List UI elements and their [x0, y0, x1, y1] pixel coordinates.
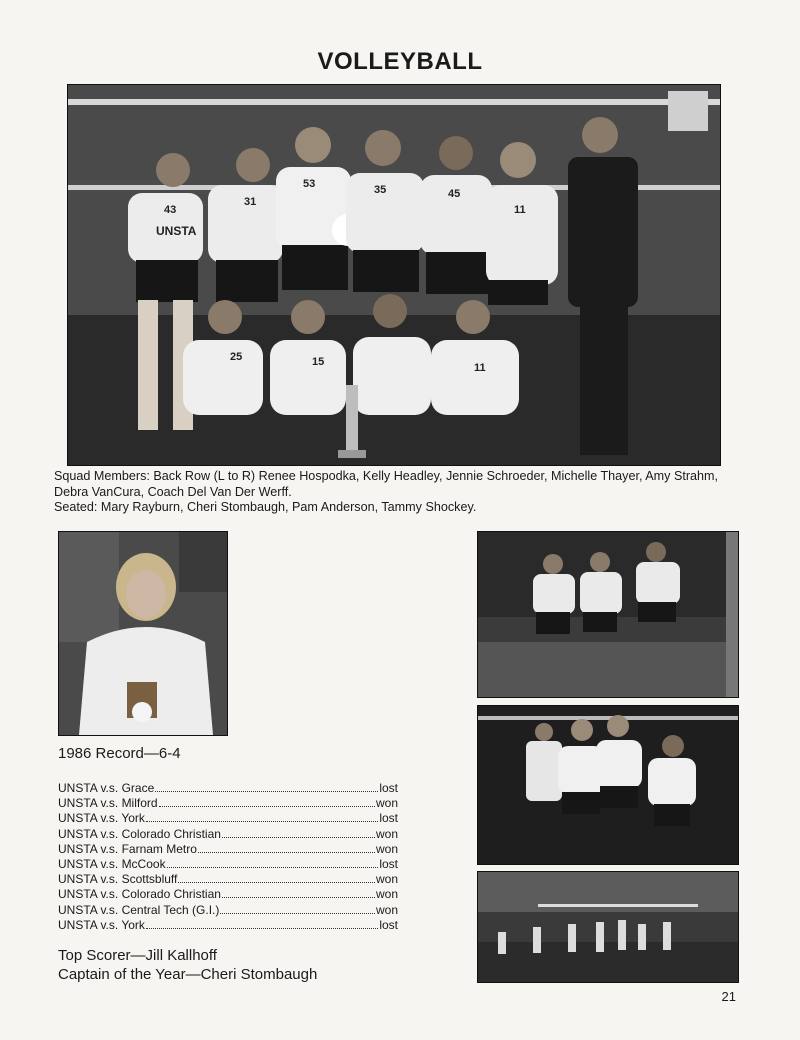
jersey-number: 53	[303, 178, 316, 190]
jersey-number: 15	[312, 356, 325, 368]
leader-dots	[222, 888, 375, 898]
leader-dots	[146, 812, 378, 822]
list-item	[58, 872, 398, 887]
leader-dots	[146, 919, 378, 929]
game-opponent: UNSTA v.s. Scottsbluff	[58, 872, 178, 887]
results-list	[58, 781, 398, 933]
caption-seated: Seated: Mary Rayburn, Cheri Stombaugh, Pam Anderson, Tammy Shockey.	[54, 500, 477, 514]
game-result: won	[375, 841, 398, 856]
list-item	[58, 918, 398, 933]
game-opponent: UNSTA v.s. York	[58, 917, 145, 932]
game-opponent: UNSTA v.s. McCook	[58, 857, 166, 872]
captain-of-year: Captain of the Year—Cheri Stombaugh	[58, 966, 318, 983]
record-title: 1986 Record—6-4	[58, 745, 181, 762]
caption-squad-members: Squad Members: Back Row (L to R) Renee Hospodka, Kelly Headley, Jennie Schroeder, Michelle Thayer, Amy Strahm, Debra VanCura, Coach Del Van Der Werff.	[54, 469, 719, 499]
jersey-text: UNSTA	[156, 224, 197, 238]
action-photo-2	[477, 705, 739, 865]
page-title: VOLLEYBALL	[317, 48, 483, 75]
action-photo-1	[477, 531, 739, 698]
leader-dots	[167, 858, 379, 868]
portrait-photo	[58, 531, 228, 736]
game-opponent: UNSTA v.s. Grace	[58, 781, 155, 795]
game-opponent: UNSTA v.s. Milford	[58, 796, 158, 811]
list-item	[58, 857, 398, 872]
list-item	[58, 827, 398, 842]
team-photo	[67, 84, 721, 466]
jersey-number: 31	[244, 196, 257, 208]
jersey-number: 45	[448, 188, 461, 200]
leader-dots	[178, 873, 375, 883]
honors	[58, 946, 317, 984]
page-number: 21	[721, 989, 736, 1004]
game-opponent: UNSTA v.s. Colorado Christian	[58, 887, 221, 902]
top-scorer: Top Scorer—Jill Kallhoff	[58, 947, 217, 964]
game-opponent: UNSTA v.s. Farnam Metro	[58, 841, 197, 856]
game-opponent: UNSTA v.s. York	[58, 811, 145, 826]
team-photo-caption	[54, 469, 744, 516]
game-opponent: UNSTA v.s. Colorado Christian	[58, 826, 221, 841]
jersey-number: 35	[374, 184, 387, 196]
game-result: lost	[379, 811, 398, 826]
leader-dots	[198, 843, 375, 853]
game-result: lost	[379, 781, 398, 795]
game-opponent: UNSTA v.s. Central Tech (G.I.)	[58, 902, 220, 917]
jersey-number: 43	[164, 204, 177, 216]
leader-dots	[155, 782, 378, 792]
action-photo-3	[477, 871, 739, 983]
game-result: lost	[379, 917, 398, 932]
game-result: won	[375, 887, 398, 902]
game-result: won	[375, 796, 398, 811]
list-item	[58, 796, 398, 811]
list-item	[58, 903, 398, 918]
leader-dots	[159, 797, 375, 807]
leader-dots	[220, 904, 375, 914]
leader-dots	[222, 828, 375, 838]
jersey-number: 25	[230, 351, 243, 363]
game-result: won	[375, 902, 398, 917]
list-item	[58, 887, 398, 902]
list-item	[58, 811, 398, 826]
jersey-number: 11	[514, 204, 526, 216]
list-item	[58, 781, 398, 796]
jersey-number: 11	[474, 362, 486, 374]
list-item	[58, 842, 398, 857]
game-result: lost	[379, 857, 398, 872]
game-result: won	[375, 872, 398, 887]
game-result: won	[375, 826, 398, 841]
